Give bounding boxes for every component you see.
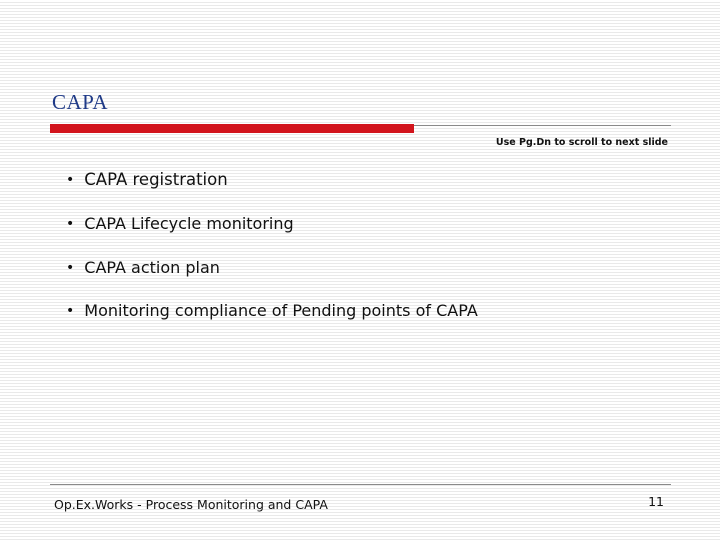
bullet-dot-icon: • xyxy=(66,172,75,188)
bullet-item-capa-lifecycle xyxy=(66,214,294,233)
title-accent-bar xyxy=(50,124,414,133)
page-number: 11 xyxy=(648,494,664,509)
scroll-hint: Use Pg.Dn to scroll to next slide xyxy=(495,137,668,148)
footer-text: Op.Ex.Works - Process Monitoring and CAPA xyxy=(54,497,328,512)
bullet-text: CAPA registration xyxy=(84,170,228,189)
bullet-text: Monitoring compliance of Pending points of CAPA xyxy=(84,301,478,320)
bullet-item-monitoring-compliance xyxy=(66,301,478,320)
footer-divider-line xyxy=(50,484,671,485)
title-divider-line xyxy=(414,125,671,126)
bullet-dot-icon: • xyxy=(66,260,75,276)
bullet-text: CAPA Lifecycle monitoring xyxy=(84,214,294,233)
slide-title: CAPA xyxy=(52,90,109,114)
bullet-dot-icon: • xyxy=(66,303,75,319)
bullet-item-capa-action-plan xyxy=(66,258,220,277)
bullet-item-capa-registration xyxy=(66,170,228,189)
bullet-dot-icon: • xyxy=(66,216,75,232)
bullet-text: CAPA action plan xyxy=(84,258,220,277)
